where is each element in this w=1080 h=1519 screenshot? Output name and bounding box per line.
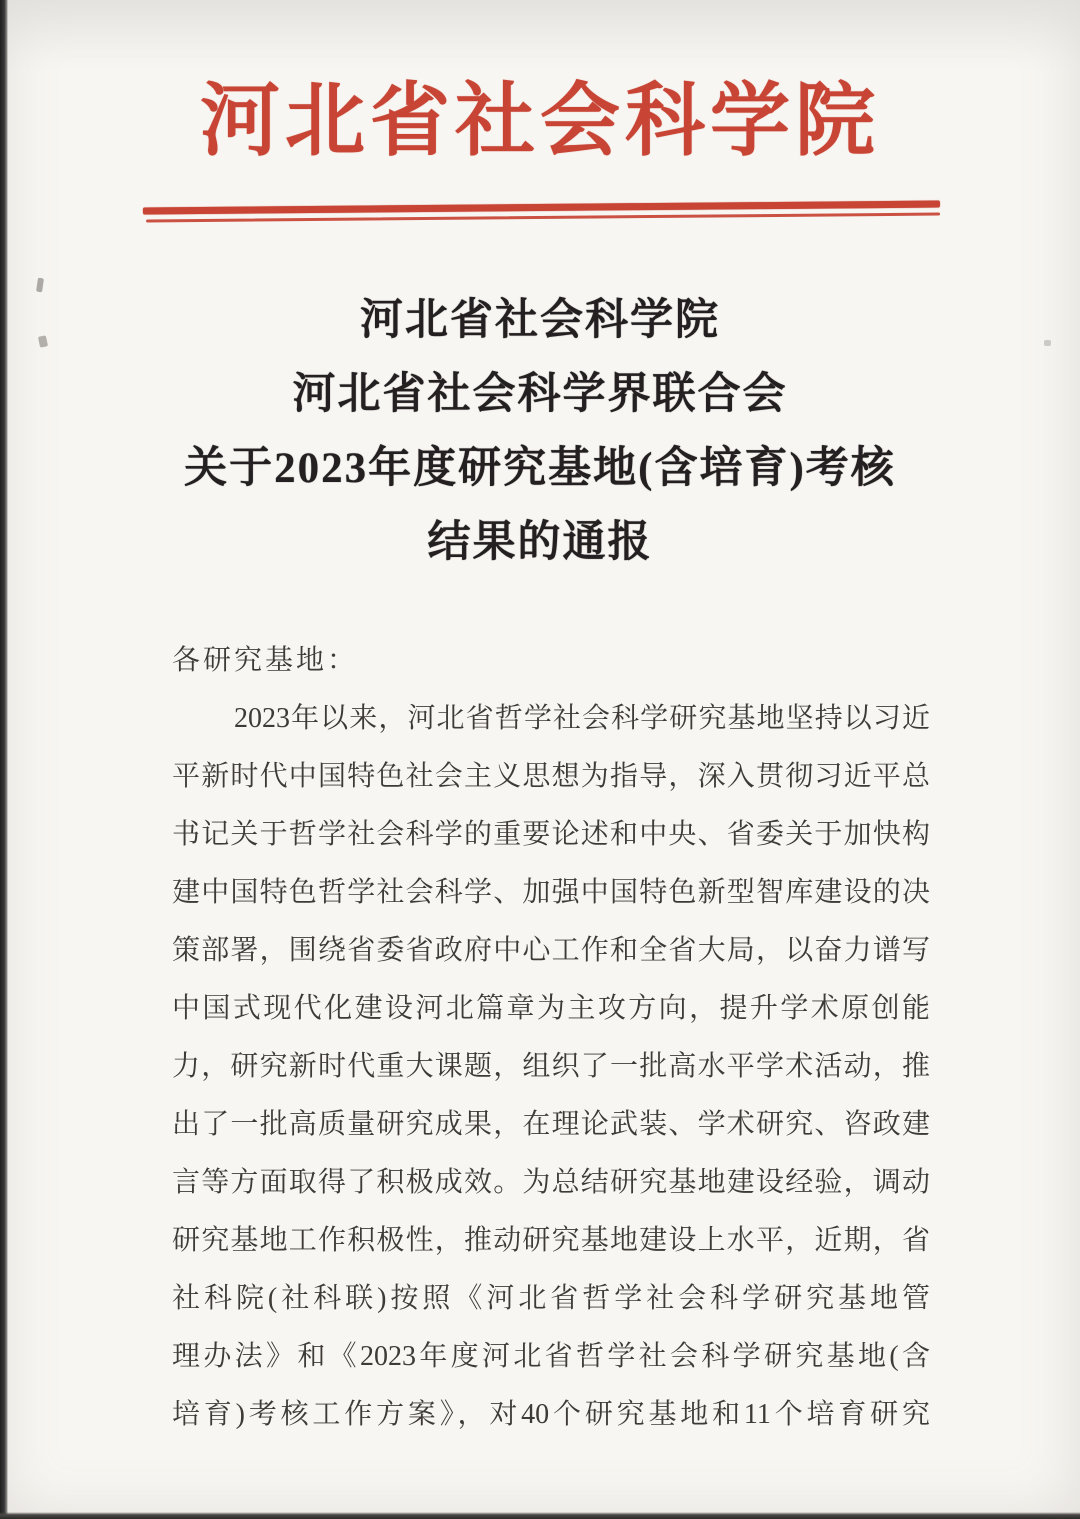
document-title xyxy=(0,284,1080,580)
body-line: 中国式现代化建设河北篇章为主攻方向，提升学术原创能 xyxy=(172,993,930,1024)
body-line: 研究基地工作积极性，推动研究基地建设上水平，近期，省 xyxy=(172,1225,930,1256)
scan-edge-bottom xyxy=(0,1512,1080,1519)
body-line: 言等方面取得了积极成效。为总结研究基地建设经验，调动 xyxy=(172,1167,930,1198)
salutation-line: 各研究基地： xyxy=(172,645,359,676)
letterhead-rule-thick xyxy=(143,201,940,215)
body-line: 2023年以来，河北省哲学社会科学研究基地坚持以习近 xyxy=(234,703,930,734)
document-title-line-4: 结果的通报 xyxy=(427,519,653,566)
scan-edge-left xyxy=(0,0,8,1519)
body-line: 建中国特色哲学社会科学、加强中国特色新型智库建设的决 xyxy=(172,877,930,908)
body-line: 策部署，围绕省委省政府中心工作和全省大局，以奋力谱写 xyxy=(172,935,930,966)
document-title-line-1: 河北省社会科学院 xyxy=(360,297,720,344)
document-body xyxy=(172,632,930,1444)
body-line: 理办法》和《2023年度河北省哲学社会科学研究基地(含 xyxy=(172,1341,930,1372)
document-title-line-3: 关于2023年度研究基地(含培育)考核 xyxy=(184,445,896,492)
document-title-line-2: 河北省社会科学界联合会 xyxy=(292,371,788,418)
letterhead-rules xyxy=(143,201,940,223)
body-line: 力，研究新时代重大课题，组织了一批高水平学术活动，推 xyxy=(172,1051,930,1082)
body-line: 出了一批高质量研究成果，在理论武装、学术研究、咨政建 xyxy=(172,1109,930,1140)
body-line: 社科院(社科联)按照《河北省哲学社会科学研究基地管 xyxy=(172,1283,930,1314)
body-line: 书记关于哲学社会科学的重要论述和中央、省委关于加快构 xyxy=(172,819,930,850)
body-line: 平新时代中国特色社会主义思想为指导，深入贯彻习近平总 xyxy=(172,761,930,792)
letterhead-title: 河北省社会科学院 xyxy=(200,78,880,166)
letterhead-rule-thin xyxy=(146,213,940,223)
body-line: 培育)考核工作方案》，对40个研究基地和11个培育研究 xyxy=(172,1399,930,1430)
